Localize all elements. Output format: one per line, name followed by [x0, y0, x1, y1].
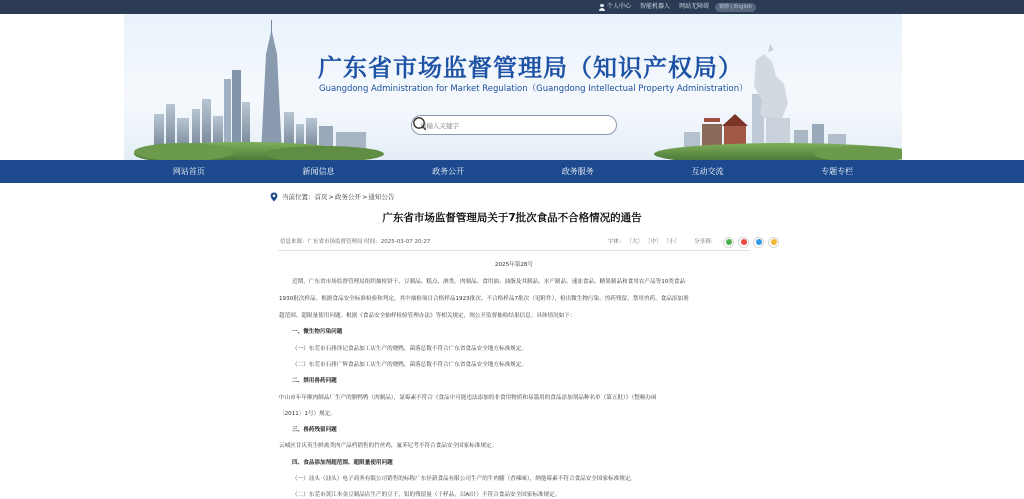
- accessibility-link[interactable]: 网站无障碍: [679, 3, 710, 10]
- location-pin-icon: [270, 192, 278, 202]
- nav-interaction[interactable]: 互动交流: [691, 167, 724, 176]
- article-title: 广东省市场监督管理局关于7批次食品不合格情况的通告: [382, 212, 642, 224]
- personal-center-label: 个人中心: [607, 3, 632, 10]
- robot-link[interactable]: 智能机器人: [640, 3, 671, 10]
- section-heading: 一、微生物污染问题: [292, 329, 343, 335]
- section-heading: 二、禁用兽药问题: [292, 378, 337, 384]
- article-source: 信息来源：广东省市场监督管理局 时间：2025-03-07 20:27: [280, 239, 431, 245]
- paragraph-line: 〔2011〕1号）规定。: [279, 411, 336, 417]
- nav-topics[interactable]: 专题专栏: [821, 167, 854, 176]
- qq-icon: [756, 239, 762, 245]
- font-size-label: 字体：: [608, 239, 625, 245]
- personal-center-link[interactable]: [599, 2, 631, 12]
- search-input[interactable]: [420, 119, 590, 132]
- font-size-medium[interactable]: ［中］: [645, 239, 662, 245]
- font-size-large[interactable]: ［大］: [626, 239, 644, 245]
- nav-home[interactable]: 网站首页: [172, 167, 205, 176]
- paragraph-line: （二）东莞市石排广辉食品加工店生产的烧鸭，菌落总数不符合广东省食品安全地方标准规定。: [292, 362, 527, 368]
- nav-news[interactable]: 新闻信息: [302, 167, 335, 176]
- breadcrumb-label: 当前位置：: [282, 192, 315, 201]
- breadcrumb-separator: >: [361, 192, 368, 201]
- paragraph-line: （二）东莞市黄江本金豆制品店生产的豆干，铝的残留量（干样品，以Al计）不符合食品安全国家标准规定。: [292, 492, 561, 498]
- share-weibo-button[interactable]: [738, 237, 749, 248]
- font-size-small[interactable]: ［小］: [663, 239, 681, 245]
- paragraph-line: 超范围、超限量使用问题。根据《食品安全抽样检验管理办法》等相关规定，现公开监督抽检结果信息。具体情况如下：: [279, 313, 576, 319]
- share-qq-button[interactable]: [753, 237, 764, 248]
- site-subtitle: Guangdong Administration for Market Regulation（Guangdong Intellectual Property Administration）: [319, 84, 748, 94]
- qzone-icon: [771, 239, 777, 245]
- breadcrumb-separator: >: [328, 192, 334, 201]
- header-banner: [124, 14, 902, 160]
- search-icon[interactable]: [412, 116, 427, 131]
- document-number: 2025年第28号: [494, 262, 534, 268]
- paragraph-line: 近期，广东省市场监督管理局组织抽检饼干、豆制品、糕点、酒类、肉制品、食用油、油脂及其制品、水产制品、速冻食品、糖果制品和食用农产品等10类食品: [292, 279, 686, 285]
- nav-gov-affairs[interactable]: 政务公开: [432, 167, 465, 176]
- section-heading: 三、兽药残留问题: [292, 427, 337, 433]
- section-heading: 四、食品添加剂超范围、超限量使用问题: [292, 460, 393, 466]
- weibo-icon: [741, 239, 747, 245]
- user-icon: [599, 4, 605, 11]
- paragraph-line: 1930批次样品。根据食品安全标准检验和判定，其中抽检项目合格样品1923批次、不合格样品7批次（见附件），检出微生物污染、兽药残留、禁用兽药、食品添加剂: [279, 296, 689, 302]
- breadcrumb-home[interactable]: 首页: [314, 192, 328, 201]
- paragraph-line: 中山市年年顺肉制品厂生产的腊鸭鸭（肉制品），氯霉素不符合《食品中可能违法添加的非食用物质和易滥用的食品添加剂品种名单（第五批）》（整顿办函: [279, 395, 657, 401]
- article-tools: [608, 236, 779, 248]
- breadcrumb-notices[interactable]: 通知公告: [368, 192, 395, 201]
- divider: [278, 250, 750, 251]
- nav-services[interactable]: 政务服务: [561, 167, 594, 176]
- wechat-icon: [726, 239, 732, 245]
- breadcrumb: [270, 192, 394, 202]
- paragraph-line: （一）东莞市石排泽记食品加工店生产的烧鸭，菌落总数不符合广东省食品安全地方标准规定。: [292, 346, 527, 352]
- share-label: 分享到：: [694, 239, 717, 245]
- main-nav: [0, 160, 1024, 183]
- breadcrumb-gov-affairs[interactable]: 政务公开: [334, 192, 361, 201]
- top-links: [599, 2, 756, 12]
- top-bar: [0, 0, 1024, 14]
- paragraph-line: （一）汕头（汕头）电子商务有限公司销售的标称广东径新食品有限公司生产的牛肉脯（香辣味），纳他霉素不符合食品安全国家标准规定。: [292, 476, 637, 482]
- search-box: [411, 115, 617, 135]
- paragraph-line: 云城区甘庆英生鲜禽类肉产品档销售的竹丝鸡，氟苯尼考不符合食品安全国家标准规定。: [279, 443, 498, 449]
- site-title: 广东省市场监督管理局（知识产权局）: [318, 54, 743, 82]
- share-qzone-button[interactable]: [768, 237, 779, 248]
- share-wechat-button[interactable]: [723, 237, 734, 248]
- language-switch[interactable]: 繁體 | English: [715, 3, 756, 12]
